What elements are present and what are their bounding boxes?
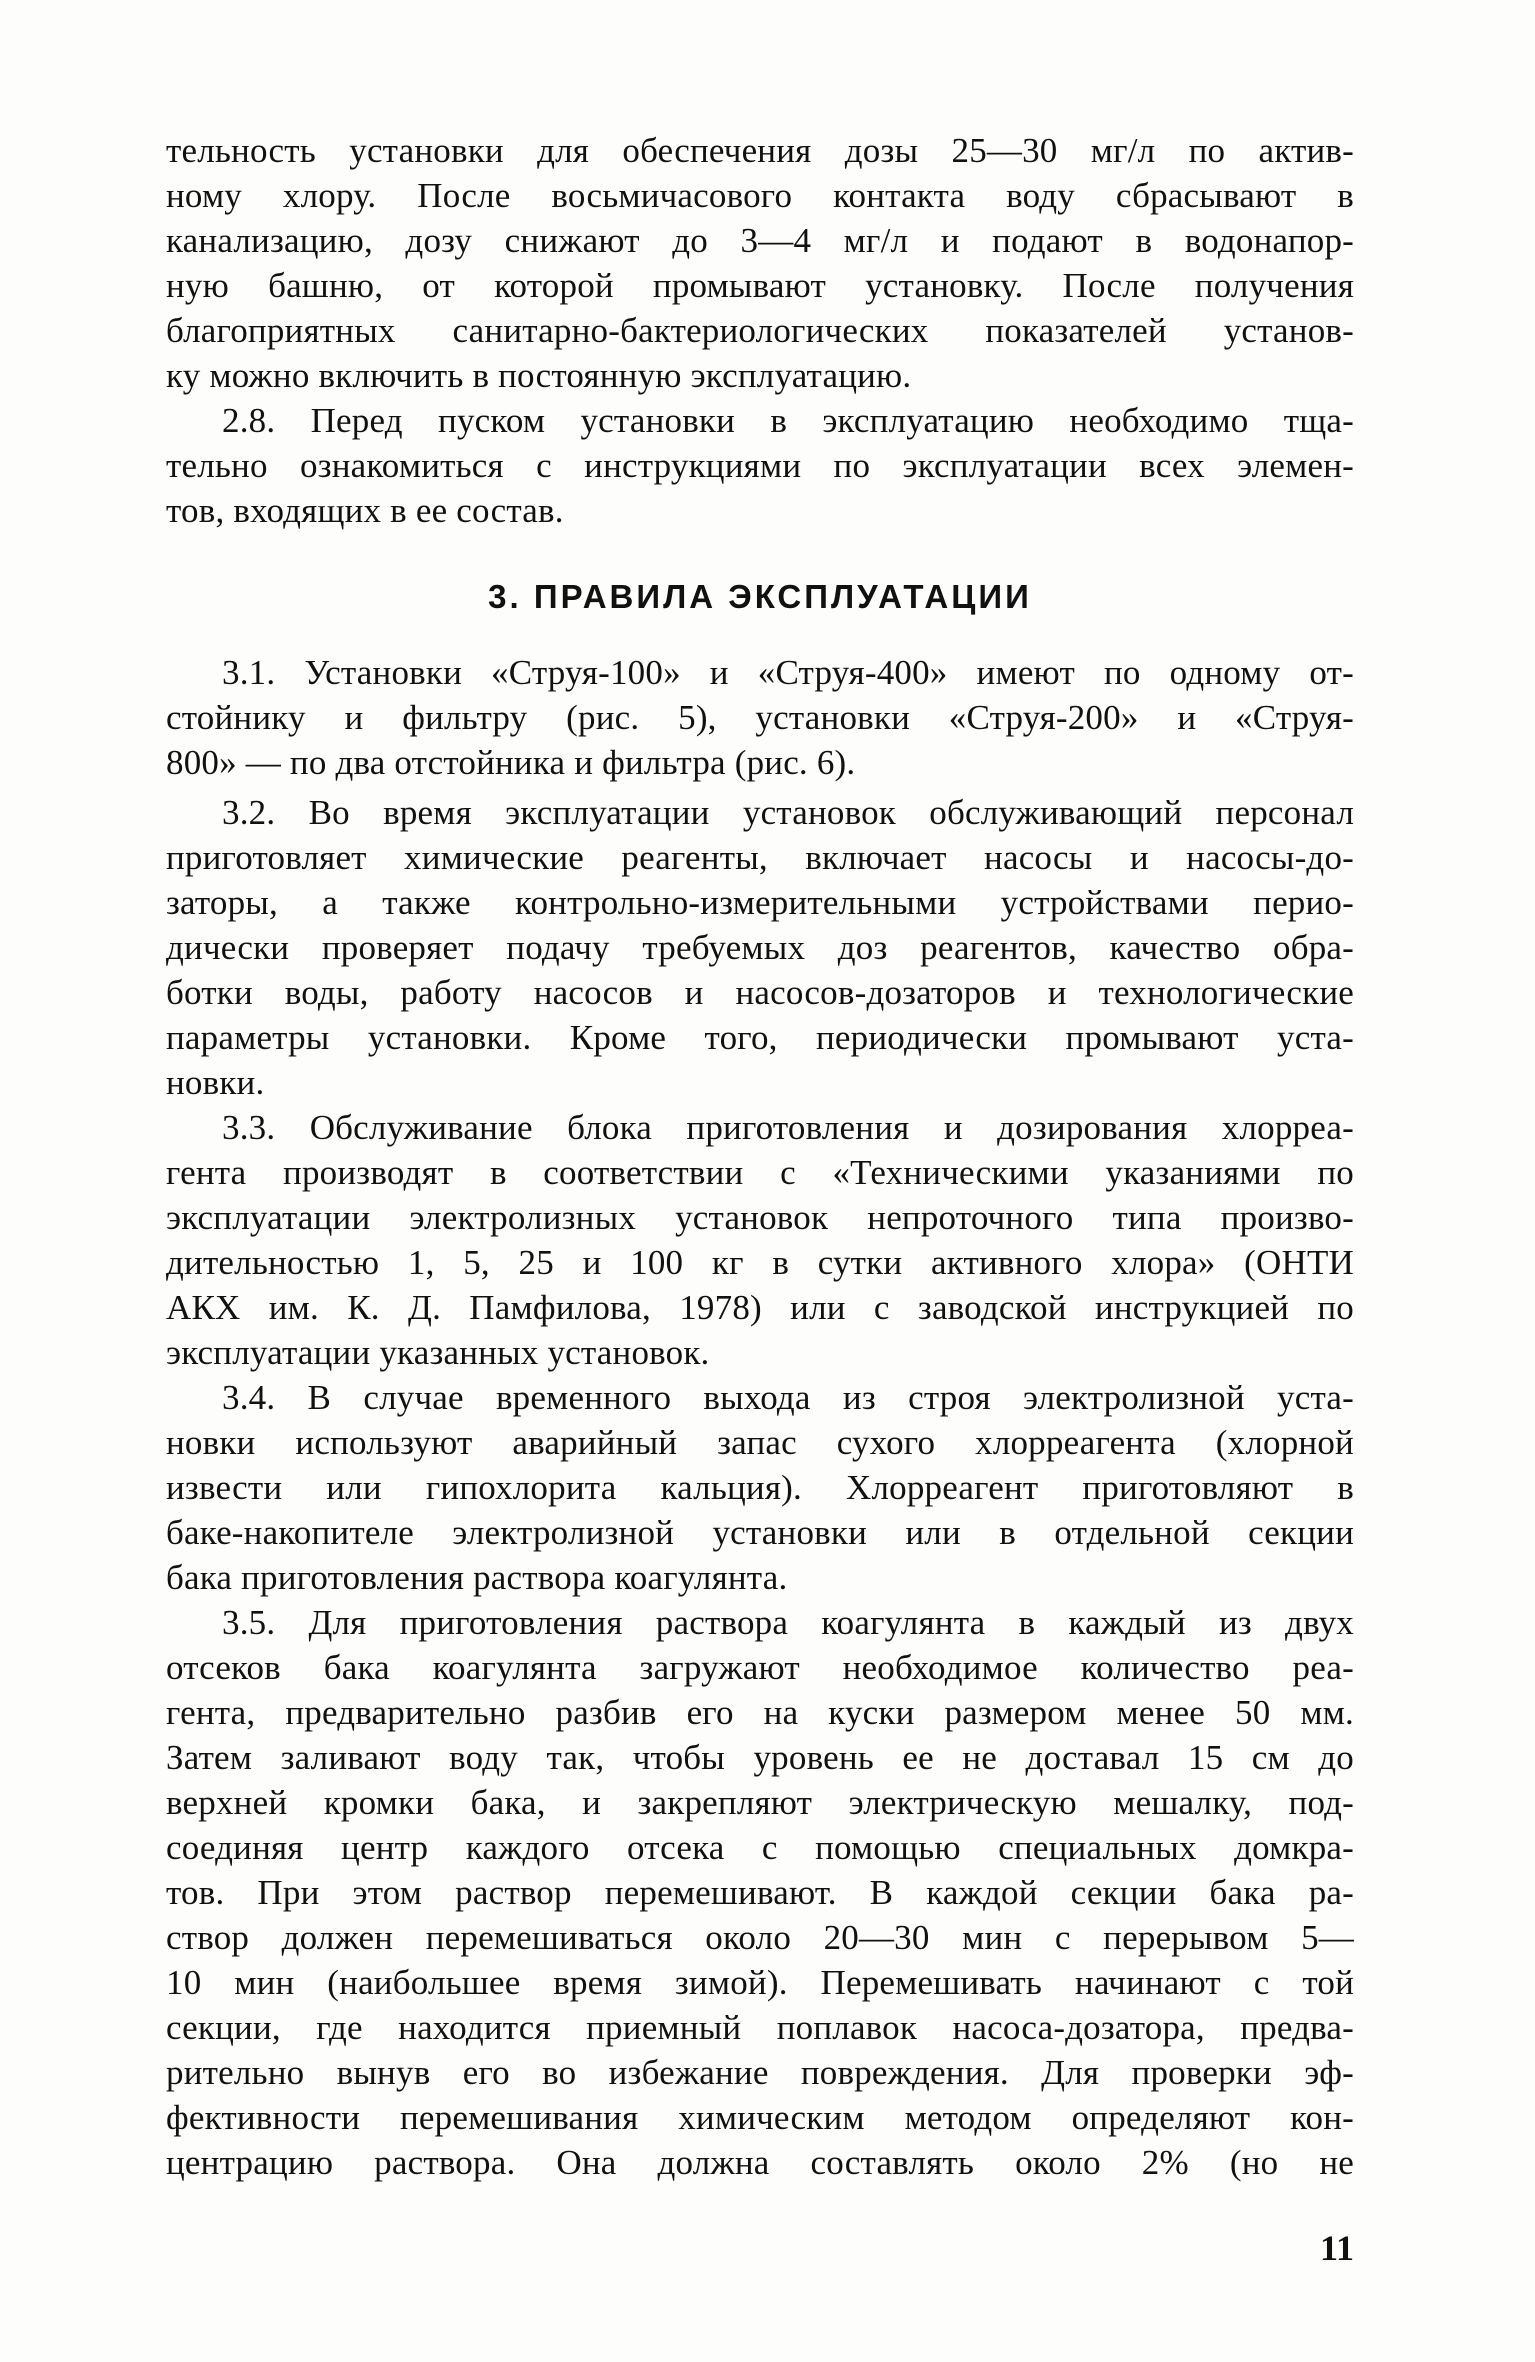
text-line: 3.4. В случае временного выхода из строя электролизной уста-	[222, 1378, 1354, 1417]
text-line: фективности перемешивания химическим методом определяют кон-	[166, 2098, 1354, 2137]
text-line: 800» — по два отстойника и фильтра (рис. 6).	[166, 743, 856, 782]
text-line: 3.3. Обслуживание блока приготовления и дозирования хлорреа-	[222, 1108, 1354, 1147]
text-line: 2.8. Перед пуском установки в эксплуатацию необходимо тща-	[222, 401, 1354, 440]
text-line: 3.1. Установки «Струя-100» и «Струя-400» имеют по одному от-	[222, 653, 1354, 692]
text-line: ному хлору. После восьмичасового контакта воду сбрасывают в	[166, 176, 1354, 215]
text-line: АКХ им. К. Д. Памфилова, 1978) или с заводской инструкцией по	[166, 1288, 1354, 1327]
text-line: эксплуатации указанных установок.	[166, 1333, 710, 1372]
text-line: стойнику и фильтру (рис. 5), установки «Струя-200» и «Струя-	[166, 698, 1354, 737]
text-line: благоприятных санитарно-бактериологических показателей установ-	[166, 311, 1354, 350]
text-line: гента производят в соответствии с «Техническими указаниями по	[166, 1153, 1354, 1192]
text-line: отсеков бака коагулянта загружают необходимое количество реа-	[166, 1648, 1354, 1687]
text-line: извести или гипохлорита кальция). Хлорреагент приготовляют в	[166, 1468, 1354, 1507]
text-line: дически проверяет подачу требуемых доз реагентов, качество обра-	[166, 928, 1354, 967]
text-line: гента, предварительно разбив его на куски размером менее 50 мм.	[166, 1693, 1354, 1732]
text-line: тов. При этом раствор перемешивают. В каждой секции бака ра-	[166, 1873, 1354, 1912]
text-line: 10 мин (наибольшее время зимой). Перемешивать начинают с той	[166, 1963, 1354, 2002]
text-line: соединяя центр каждого отсека с помощью специальных домкра-	[166, 1828, 1354, 1867]
text-line: тов, входящих в ее состав.	[166, 491, 564, 530]
page-number: 11	[1319, 2228, 1354, 2268]
text-line: ку можно включить в постоянную эксплуатацию.	[166, 356, 912, 395]
text-line: канализацию, дозу снижают до 3—4 мг/л и подают в водонапор-	[166, 221, 1354, 260]
text-line: Затем заливают воду так, чтобы уровень ее не доставал 15 см до	[166, 1738, 1354, 1777]
text-line: центрацию раствора. Она должна составлять около 2% (но не	[166, 2143, 1354, 2182]
text-line: рительно вынув его во избежание повреждения. Для проверки эф-	[166, 2053, 1354, 2092]
text-line: створ должен перемешиваться около 20—30 мин с перерывом 5—	[166, 1918, 1354, 1957]
text-line: тельно ознакомиться с инструкциями по эксплуатации всех элемен-	[166, 446, 1354, 485]
text-line: бака приготовления раствора коагулянта.	[166, 1558, 788, 1597]
text-line: верхней кромки бака, и закрепляют электрическую мешалку, под-	[166, 1783, 1354, 1822]
text-line: баке-накопителе электролизной установки или в отдельной секции	[166, 1513, 1354, 1552]
text-line: ботки воды, работу насосов и насосов-дозаторов и технологические	[166, 973, 1354, 1012]
text-line: секции, где находится приемный поплавок насоса-дозатора, предва-	[166, 2008, 1354, 2047]
text-line: новки используют аварийный запас сухого хлорреагента (хлорной	[166, 1423, 1354, 1462]
text-line: параметры установки. Кроме того, периодически промывают уста-	[166, 1018, 1354, 1057]
text-line: новки.	[166, 1063, 265, 1102]
text-line: приготовляет химические реагенты, включает насосы и насосы-до-	[166, 838, 1354, 877]
section-heading: 3. ПРАВИЛА ЭКСПЛУАТАЦИИ	[488, 578, 1032, 615]
text-line: 3.5. Для приготовления раствора коагулянта в каждый из двух	[222, 1603, 1354, 1642]
text-line: эксплуатации электролизных установок непроточного типа произво-	[166, 1198, 1354, 1237]
text-line: ную башню, от которой промывают установку. После получения	[166, 266, 1354, 305]
text-line: заторы, а также контрольно-измерительными устройствами перио-	[166, 883, 1354, 922]
text-line: дительностью 1, 5, 25 и 100 кг в сутки активного хлора» (ОНТИ	[166, 1243, 1354, 1282]
text-line: тельность установки для обеспечения дозы 25—30 мг/л по актив-	[166, 131, 1354, 170]
text-line: 3.2. Во время эксплуатации установок обслуживающий персонал	[222, 793, 1354, 832]
